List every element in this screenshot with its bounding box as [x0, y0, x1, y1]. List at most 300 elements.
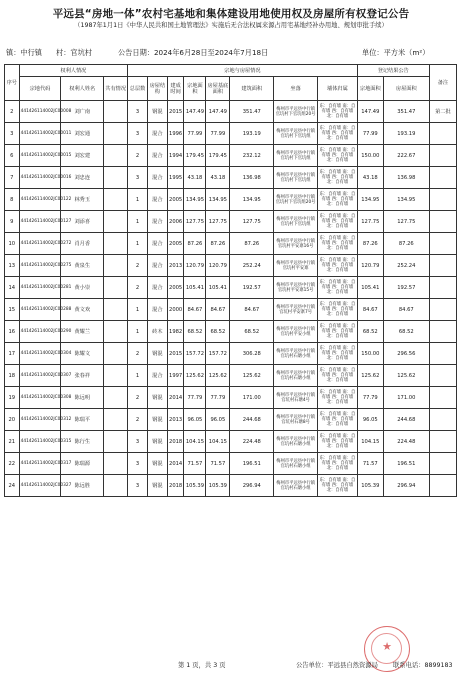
cell-base-area: 127.75: [206, 211, 230, 233]
cell-parcel-area: 104.15: [184, 431, 206, 453]
cell-co-owner: [104, 277, 128, 299]
cell-seq: 22: [5, 453, 20, 475]
cell-boundary: 东：自有墙 南：自有墙 西：自有墙 北：自有墙: [318, 453, 358, 475]
cell-reg-house-area: 351.47: [383, 101, 429, 123]
cell-structure: 混合: [147, 233, 167, 255]
cell-reg-parcel-area: 87.26: [357, 233, 383, 255]
cell-structure: 钢混: [147, 431, 167, 453]
cell-reg-parcel-area: 127.75: [357, 211, 383, 233]
cell-boundary: 东：自有墙 南：自有墙 西：自有墙 北：自有墙: [318, 167, 358, 189]
cell-remark: [429, 365, 456, 387]
cell-build-year: 1994: [167, 145, 184, 167]
cell-remark: 第二批: [429, 101, 456, 123]
cell-structure: 砖木: [147, 321, 167, 343]
cell-co-owner: [104, 145, 128, 167]
header-reg-parcel-area: 宗地面积: [357, 77, 383, 101]
cell-parcel-area: 96.05: [184, 409, 206, 431]
cell-parcel-code: 441426114002JC00327: [19, 475, 61, 497]
cell-structure: 钢混: [147, 101, 167, 123]
cell-boundary: 东：自有墙 南：自有墙 西：自有墙 北：自有墙: [318, 255, 358, 277]
village-label: 村：官坑村: [56, 48, 92, 57]
cell-seq: 20: [5, 409, 20, 431]
cell-reg-house-area: 84.67: [383, 299, 429, 321]
cell-structure: 混合: [147, 277, 167, 299]
cell-seq: 18: [5, 365, 20, 387]
cell-reg-house-area: 125.62: [383, 365, 429, 387]
cell-location: 梅州市平远县中行镇官坑村石塘小组: [274, 431, 318, 453]
cell-remark: [429, 255, 456, 277]
cell-base-area: 120.79: [206, 255, 230, 277]
town-label: 镇：中行镇: [6, 48, 42, 57]
cell-parcel-code: 441426114002JC00308: [19, 387, 61, 409]
cell-base-area: 104.15: [206, 431, 230, 453]
cell-structure: 混合: [147, 255, 167, 277]
cell-parcel-area: 127.75: [184, 211, 206, 233]
cell-reg-house-area: 252.24: [383, 255, 429, 277]
cell-parcel-code: 441426114002JC00122: [19, 189, 61, 211]
cell-seq: 9: [5, 211, 20, 233]
cell-floor-area: 125.62: [230, 365, 274, 387]
cell-remark: [429, 277, 456, 299]
cell-reg-parcel-area: 147.49: [357, 101, 383, 123]
cell-build-year: 2018: [167, 475, 184, 497]
cell-parcel-area: 147.49: [184, 101, 206, 123]
table-row: [5, 277, 457, 299]
header-reg-house-area: 房屋面积: [383, 77, 429, 101]
cell-remark: [429, 387, 456, 409]
cell-remark: [429, 453, 456, 475]
cell-structure: 混合: [147, 299, 167, 321]
cell-reg-parcel-area: 77.99: [357, 123, 383, 145]
cell-owner-name: 黄小崇: [61, 277, 104, 299]
cell-structure: 混合: [147, 189, 167, 211]
announcement-period: 公告日期：2024年6月28日至2024年7月18日: [118, 48, 269, 57]
cell-co-owner: [104, 321, 128, 343]
cell-reg-parcel-area: 96.05: [357, 409, 383, 431]
cell-co-owner: [104, 299, 128, 321]
cell-location: 梅州市平远县中行镇官坑村下官坑组20号: [274, 189, 318, 211]
cell-remark: [429, 123, 456, 145]
header-location: 坐落: [274, 77, 318, 101]
cell-reg-house-area: 134.95: [383, 189, 429, 211]
table-row: [5, 123, 457, 145]
cell-owner-name: 刘广南: [61, 101, 104, 123]
cell-reg-parcel-area: 105.39: [357, 475, 383, 497]
cell-structure: 混合: [147, 123, 167, 145]
cell-remark: [429, 189, 456, 211]
cell-boundary: 东：自有墙 南：自有墙 西：自有墙 北：自有墙: [318, 343, 358, 365]
cell-structure: 钢混: [147, 409, 167, 431]
official-seal-icon: ★: [364, 626, 410, 672]
cell-total-floors: 1: [128, 189, 148, 211]
cell-reg-parcel-area: 150.00: [357, 343, 383, 365]
cell-total-floors: 3: [128, 475, 148, 497]
cell-seq: 6: [5, 145, 20, 167]
cell-seq: 7: [5, 167, 20, 189]
cell-reg-parcel-area: 84.67: [357, 299, 383, 321]
cell-parcel-code: 441426114002JC00304: [19, 343, 61, 365]
cell-base-area: 68.52: [206, 321, 230, 343]
header-result-group: 登记结果公告: [357, 65, 429, 77]
cell-reg-parcel-area: 43.18: [357, 167, 383, 189]
cell-total-floors: 3: [128, 167, 148, 189]
cell-remark: [429, 409, 456, 431]
cell-base-area: 87.26: [206, 233, 230, 255]
cell-floor-area: 252.24: [230, 255, 274, 277]
cell-reg-house-area: 136.98: [383, 167, 429, 189]
cell-base-area: 84.67: [206, 299, 230, 321]
cell-seq: 16: [5, 321, 20, 343]
cell-build-year: 1997: [167, 365, 184, 387]
phone-label: 联系电话：8899183: [393, 662, 453, 669]
cell-build-year: 2013: [167, 255, 184, 277]
cell-location: 梅州市平远县中行镇官坑村石塘小组: [274, 453, 318, 475]
cell-remark: [429, 167, 456, 189]
cell-location: 梅州市平远县中行镇官坑村石塘8号: [274, 409, 318, 431]
cell-floor-area: 224.48: [230, 431, 274, 453]
cell-parcel-code: 441426114002JC00015: [19, 145, 61, 167]
cell-reg-house-area: 68.52: [383, 321, 429, 343]
cell-parcel-area: 179.45: [184, 145, 206, 167]
cell-location: 梅州市平远县中行镇官坑村石塘小组: [274, 365, 318, 387]
cell-reg-house-area: 192.57: [383, 277, 429, 299]
cell-location: 梅州市平远县中行镇官坑村平安寨15号: [274, 277, 318, 299]
cell-seq: 10: [5, 233, 20, 255]
cell-total-floors: 3: [128, 123, 148, 145]
cell-parcel-area: 120.79: [184, 255, 206, 277]
cell-build-year: 2018: [167, 431, 184, 453]
cell-owner-name: 黄耀兰: [61, 321, 104, 343]
cell-owner-name: 张春祥: [61, 365, 104, 387]
cell-structure: 钢混: [147, 387, 167, 409]
header-co-owner: 共有情况: [104, 77, 128, 101]
cell-location: 梅州市平远县中行镇官坑村石塘4号: [274, 387, 318, 409]
cell-boundary: 东：自有墙 南：自有墙 西：自有墙 北：自有墙: [318, 101, 358, 123]
cell-build-year: 1996: [167, 123, 184, 145]
cell-boundary: 东：自有墙 南：自有墙 西：自有墙 北：自有墙: [318, 145, 358, 167]
table-row: [5, 233, 457, 255]
cell-total-floors: 1: [128, 365, 148, 387]
cell-co-owner: [104, 255, 128, 277]
cell-reg-parcel-area: 104.15: [357, 431, 383, 453]
cell-build-year: 2014: [167, 387, 184, 409]
table-row: [5, 189, 457, 211]
cell-floor-area: 134.95: [230, 189, 274, 211]
cell-build-year: 2005: [167, 233, 184, 255]
cell-parcel-code: 441426114002JC00127: [19, 211, 61, 233]
cell-location: 梅州市平远县中行镇官坑村下官坑组20号: [274, 101, 318, 123]
cell-remark: [429, 475, 456, 497]
cell-co-owner: [104, 123, 128, 145]
issuer-label: 公告单位：平远县自然资源局: [296, 662, 378, 669]
cell-build-year: 2014: [167, 453, 184, 475]
cell-parcel-code: 441426114002JC00288: [19, 299, 61, 321]
cell-total-floors: 1: [128, 211, 148, 233]
cell-base-area: 71.57: [206, 453, 230, 475]
cell-structure: 钢混: [147, 475, 167, 497]
cell-boundary: 东：自有墙 南：自有墙 西：自有墙 北：自有墙: [318, 189, 358, 211]
cell-seq: 2: [5, 101, 20, 123]
cell-parcel-area: 105.39: [184, 475, 206, 497]
cell-location: 梅州市平远县中行镇官坑村下官坑组: [274, 123, 318, 145]
cell-floor-area: 171.00: [230, 387, 274, 409]
cell-remark: [429, 233, 456, 255]
cell-floor-area: 196.51: [230, 453, 274, 475]
cell-parcel-area: 43.18: [184, 167, 206, 189]
header-land-house-group: 宗地与房屋情况: [128, 65, 358, 77]
cell-base-area: 125.62: [206, 365, 230, 387]
cell-location: 梅州市平远县中行镇官坑村平安寨: [274, 255, 318, 277]
table-row: [5, 387, 457, 409]
cell-base-area: 96.05: [206, 409, 230, 431]
cell-base-area: 105.39: [206, 475, 230, 497]
cell-remark: [429, 211, 456, 233]
cell-floor-area: 136.98: [230, 167, 274, 189]
table-row: [5, 101, 457, 123]
table-row: [5, 453, 457, 475]
header-rights-group: 权利人情况: [19, 65, 128, 77]
cell-parcel-area: 157.72: [184, 343, 206, 365]
cell-structure: 混合: [147, 211, 167, 233]
unit-label: 单位：平方米（m²）: [362, 48, 430, 57]
cell-owner-name: 肖月香: [61, 233, 104, 255]
header-parcel-code: 宗地代码: [19, 77, 61, 101]
cell-co-owner: [104, 167, 128, 189]
cell-owner-name: 陈行生: [61, 431, 104, 453]
cell-reg-parcel-area: 71.57: [357, 453, 383, 475]
cell-seq: 17: [5, 343, 20, 365]
cell-location: 梅州市平远县中行镇官坑村下官坑组: [274, 167, 318, 189]
cell-base-area: 43.18: [206, 167, 230, 189]
cell-total-floors: 2: [128, 387, 148, 409]
cell-parcel-area: 105.41: [184, 277, 206, 299]
cell-parcel-area: 68.52: [184, 321, 206, 343]
cell-build-year: 2015: [167, 101, 184, 123]
cell-co-owner: [104, 475, 128, 497]
cell-co-owner: [104, 431, 128, 453]
table-row: [5, 409, 457, 431]
cell-build-year: 2015: [167, 343, 184, 365]
cell-location: 梅州市平远县中行镇官坑村下官坑组: [274, 145, 318, 167]
cell-structure: 混合: [147, 167, 167, 189]
header-base-area: 房屋基底面积: [206, 77, 230, 101]
cell-total-floors: 3: [128, 453, 148, 475]
table-body: [5, 101, 457, 497]
cell-remark: [429, 321, 456, 343]
cell-reg-parcel-area: 105.41: [357, 277, 383, 299]
table-row: [5, 343, 457, 365]
cell-floor-area: 351.47: [230, 101, 274, 123]
cell-location: 梅州市平远县中行镇官坑村下官坑组: [274, 211, 318, 233]
cell-boundary: 东：自有墙 南：自有墙 西：自有墙 北：自有墙: [318, 409, 358, 431]
cell-remark: [429, 431, 456, 453]
cell-reg-house-area: 193.19: [383, 123, 429, 145]
cell-reg-house-area: 196.51: [383, 453, 429, 475]
cell-structure: 钢混: [147, 453, 167, 475]
cell-parcel-area: 71.57: [184, 453, 206, 475]
cell-parcel-code: 441426114002JC00290: [19, 321, 61, 343]
cell-owner-name: 刘添喜: [61, 211, 104, 233]
cell-boundary: 东：自有墙 南：自有墙 西：自有墙 北：自有墙: [318, 387, 358, 409]
cell-reg-house-area: 222.67: [383, 145, 429, 167]
cell-total-floors: 2: [128, 145, 148, 167]
cell-owner-name: 黄文欢: [61, 299, 104, 321]
cell-reg-house-area: 296.94: [383, 475, 429, 497]
cell-reg-parcel-area: 150.00: [357, 145, 383, 167]
table-row: [5, 431, 457, 453]
cell-parcel-code: 441426114002JC00315: [19, 431, 61, 453]
header-owner-name: 权利人姓名: [61, 77, 104, 101]
table-row: [5, 255, 457, 277]
table-row: [5, 475, 457, 497]
cell-base-area: 77.79: [206, 387, 230, 409]
cell-reg-house-area: 296.56: [383, 343, 429, 365]
cell-total-floors: 2: [128, 343, 148, 365]
cell-location: 梅州市平远县中行镇官坑村平安小组: [274, 321, 318, 343]
cell-parcel-code: 441426114002JC00016: [19, 167, 61, 189]
cell-reg-house-area: 244.68: [383, 409, 429, 431]
cell-seq: 14: [5, 277, 20, 299]
cell-owner-name: 陈瑞源: [61, 453, 104, 475]
cell-boundary: 东：自有墙 南：自有墙 西：自有墙 北：自有墙: [318, 123, 358, 145]
header-remark: 备注: [429, 65, 456, 101]
cell-parcel-area: 134.95: [184, 189, 206, 211]
cell-reg-parcel-area: 120.79: [357, 255, 383, 277]
cell-co-owner: [104, 365, 128, 387]
cell-co-owner: [104, 101, 128, 123]
cell-structure: 混合: [147, 145, 167, 167]
cell-floor-area: 87.26: [230, 233, 274, 255]
cell-floor-area: 193.19: [230, 123, 274, 145]
cell-floor-area: 232.12: [230, 145, 274, 167]
cell-total-floors: 3: [128, 101, 148, 123]
cell-parcel-area: 77.99: [184, 123, 206, 145]
cell-reg-parcel-area: 68.52: [357, 321, 383, 343]
cell-build-year: 2006: [167, 211, 184, 233]
cell-parcel-code: 441426114002JC00011: [19, 123, 61, 145]
cell-co-owner: [104, 343, 128, 365]
cell-base-area: 77.99: [206, 123, 230, 145]
cell-total-floors: 2: [128, 255, 148, 277]
cell-total-floors: 1: [128, 321, 148, 343]
cell-seq: 24: [5, 475, 20, 497]
cell-reg-parcel-area: 125.62: [357, 365, 383, 387]
cell-remark: [429, 299, 456, 321]
header-seq: 序号: [5, 65, 20, 101]
cell-base-area: 157.72: [206, 343, 230, 365]
header-floor-area: 建筑面积: [230, 77, 274, 101]
cell-base-area: 179.45: [206, 145, 230, 167]
cell-structure: 钢混: [147, 343, 167, 365]
cell-reg-parcel-area: 77.79: [357, 387, 383, 409]
cell-owner-name: 陈耀文: [61, 343, 104, 365]
cell-seq: 21: [5, 431, 20, 453]
notice-subtitle: （1987年1月1日《中华人民共和国土地管理法》实施后无合法权属来源占用宅基地经补办用地、规划审批手续）: [74, 22, 388, 29]
cell-parcel-code: 441426114002JC00281: [19, 277, 61, 299]
cell-boundary: 东：自有墙 南：自有墙 西：自有墙 北：自有墙: [318, 299, 358, 321]
cell-co-owner: [104, 189, 128, 211]
cell-co-owner: [104, 409, 128, 431]
cell-seq: 19: [5, 387, 20, 409]
cell-total-floors: 2: [128, 277, 148, 299]
cell-co-owner: [104, 211, 128, 233]
cell-parcel-code: 441426114002JC00307: [19, 365, 61, 387]
cell-base-area: 105.41: [206, 277, 230, 299]
table-row: [5, 299, 457, 321]
cell-floor-area: 127.75: [230, 211, 274, 233]
registration-table: [4, 64, 457, 497]
cell-boundary: 东：自有墙 南：自有墙 西：自有墙 北：自有墙: [318, 321, 358, 343]
cell-floor-area: 296.94: [230, 475, 274, 497]
cell-parcel-code: 441426114002JC00272: [19, 233, 61, 255]
cell-total-floors: 3: [128, 431, 148, 453]
cell-owner-name: 陈远明: [61, 387, 104, 409]
header-parcel-area: 宗地面积: [184, 77, 206, 101]
cell-reg-parcel-area: 134.95: [357, 189, 383, 211]
cell-parcel-code: 441426114002JC00275: [19, 255, 61, 277]
cell-seq: 3: [5, 123, 20, 145]
cell-build-year: 1995: [167, 167, 184, 189]
cell-total-floors: 1: [128, 299, 148, 321]
cell-owner-name: 黄泉生: [61, 255, 104, 277]
cell-total-floors: 2: [128, 409, 148, 431]
cell-parcel-area: 84.67: [184, 299, 206, 321]
cell-build-year: 2005: [167, 189, 184, 211]
cell-co-owner: [104, 233, 128, 255]
cell-base-area: 147.49: [206, 101, 230, 123]
cell-parcel-area: 125.62: [184, 365, 206, 387]
cell-boundary: 东：自有墙 南：自有墙 西：自有墙 北：自有墙: [318, 365, 358, 387]
cell-parcel-area: 87.26: [184, 233, 206, 255]
cell-seq: 13: [5, 255, 20, 277]
cell-total-floors: 1: [128, 233, 148, 255]
table-row: [5, 211, 457, 233]
cell-reg-house-area: 171.00: [383, 387, 429, 409]
cell-boundary: 东：自有墙 南：自有墙 西：自有墙 北：自有墙: [318, 475, 358, 497]
cell-seq: 8: [5, 189, 20, 211]
cell-floor-area: 84.67: [230, 299, 274, 321]
cell-boundary: 东：自有墙 南：自有墙 西：自有墙 北：自有墙: [318, 233, 358, 255]
cell-location: 梅州市平远县中行镇官坑村石塘小组: [274, 343, 318, 365]
cell-location: 梅州市平远县中行镇官坑村平安寨7号: [274, 299, 318, 321]
cell-parcel-code: 441426114002JC00312: [19, 409, 61, 431]
cell-floor-area: 306.28: [230, 343, 274, 365]
cell-owner-name: 林秀玉: [61, 189, 104, 211]
cell-floor-area: 68.52: [230, 321, 274, 343]
header-boundary: 墙体归属: [318, 77, 358, 101]
cell-reg-house-area: 224.48: [383, 431, 429, 453]
cell-parcel-area: 77.79: [184, 387, 206, 409]
cell-reg-house-area: 127.75: [383, 211, 429, 233]
cell-remark: [429, 145, 456, 167]
cell-build-year: 2013: [167, 409, 184, 431]
header-build-year: 建成时间: [167, 77, 184, 101]
cell-base-area: 134.95: [206, 189, 230, 211]
cell-owner-name: 刘宏通: [61, 123, 104, 145]
table-row: [5, 167, 457, 189]
table-row: [5, 365, 457, 387]
cell-boundary: 东：自有墙 南：自有墙 西：自有墙 北：自有墙: [318, 277, 358, 299]
cell-seq: 15: [5, 299, 20, 321]
table-row: [5, 321, 457, 343]
cell-owner-name: 刘宏建: [61, 145, 104, 167]
cell-build-year: 2005: [167, 277, 184, 299]
cell-structure: 混合: [147, 365, 167, 387]
cell-remark: [429, 343, 456, 365]
header-total-floors: 总层数: [128, 77, 148, 101]
cell-owner-name: 陈远胜: [61, 475, 104, 497]
cell-build-year: 1982: [167, 321, 184, 343]
